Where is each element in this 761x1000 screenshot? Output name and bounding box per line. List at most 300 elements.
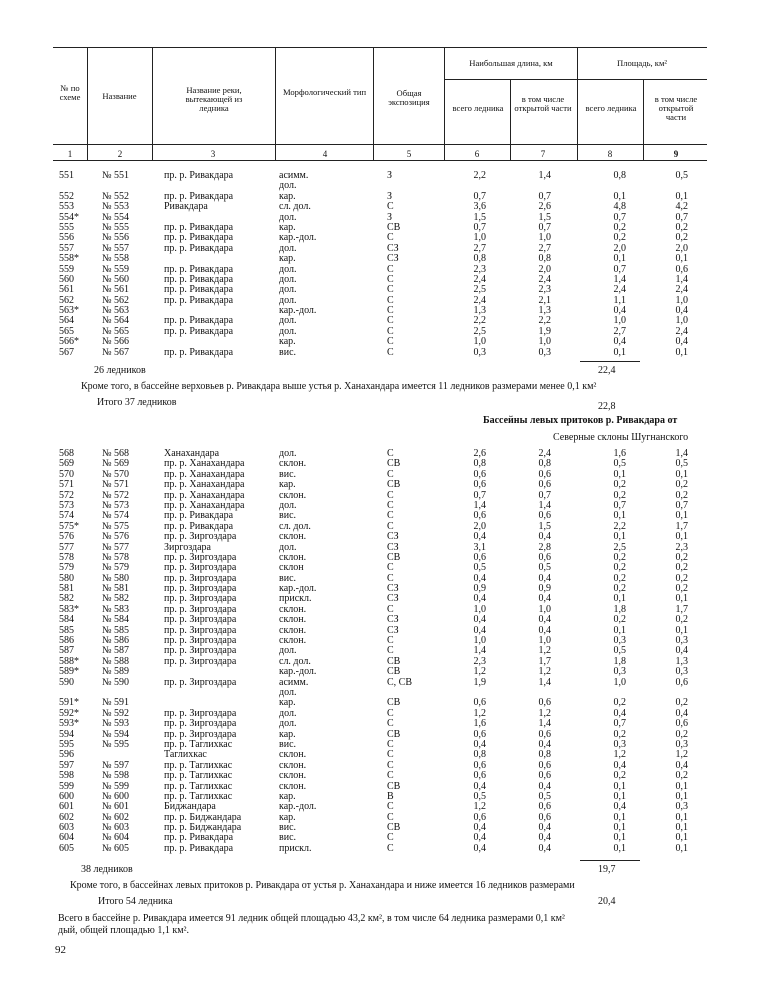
river-name: пр. р. Ривакдара bbox=[164, 832, 234, 844]
glacier-name: № 580 bbox=[102, 572, 130, 584]
exposure: З bbox=[387, 211, 393, 223]
length-open: 2,1 bbox=[538, 294, 551, 306]
length-total: 0,7 bbox=[473, 221, 486, 233]
exposure: С bbox=[387, 325, 394, 337]
glacier-number: 576 bbox=[59, 531, 74, 543]
morph-type: кар. bbox=[279, 728, 296, 740]
area-total: 2,7 bbox=[613, 325, 626, 337]
section2-total-area: 20,4 bbox=[598, 896, 616, 907]
column-number: 9 bbox=[673, 149, 679, 159]
river-name: пр. р. Биджандара bbox=[164, 822, 242, 834]
area-total: 0,2 bbox=[613, 489, 626, 501]
area-total: 0,4 bbox=[613, 305, 626, 317]
area-total: 0,4 bbox=[613, 801, 626, 813]
glacier-number: 605 bbox=[59, 842, 74, 854]
morph-type: кар. bbox=[279, 221, 296, 233]
glacier-number: 588* bbox=[59, 655, 79, 667]
morph-type: склон. bbox=[279, 749, 307, 761]
length-open: 1,0 bbox=[538, 232, 551, 244]
glacier-name: № 605 bbox=[102, 842, 130, 854]
river-name: пр. р. Зиргоздара bbox=[164, 614, 237, 626]
area-total: 0,1 bbox=[613, 780, 626, 792]
area-open: 0,5 bbox=[675, 458, 688, 470]
glacier-name: № 595 bbox=[102, 738, 130, 750]
length-total: 0,4 bbox=[473, 624, 486, 636]
header-col-area-total: всего ледника bbox=[585, 103, 637, 113]
length-open: 0,4 bbox=[538, 593, 551, 605]
morph-type: дол. bbox=[279, 315, 297, 327]
exposure: СЗ bbox=[387, 624, 399, 636]
length-total: 1,2 bbox=[473, 666, 486, 678]
river-name: пр. р. Ривакдара bbox=[164, 242, 234, 254]
area-open: 0,1 bbox=[675, 190, 688, 202]
river-name: Биджандара bbox=[164, 801, 216, 813]
area-total: 1,0 bbox=[613, 315, 626, 327]
length-open: 0,6 bbox=[538, 728, 551, 740]
area-total: 0,1 bbox=[613, 624, 626, 636]
area-open: 0,2 bbox=[675, 489, 688, 501]
header-col-length-total: всего ледника bbox=[452, 103, 504, 113]
area-total: 0,2 bbox=[613, 221, 626, 233]
area-total: 0,2 bbox=[613, 232, 626, 244]
length-open: 0,4 bbox=[538, 624, 551, 636]
table-row bbox=[0, 480, 761, 490]
river-name: пр. р. Ривакдара bbox=[164, 346, 234, 358]
header-col-morph-type: Морфологический тип bbox=[282, 87, 367, 97]
glacier-name: № 604 bbox=[102, 832, 130, 844]
morph-type: асимм. bbox=[279, 676, 309, 688]
glacier-name: № 566 bbox=[102, 336, 130, 348]
length-total: 1,4 bbox=[473, 645, 486, 657]
exposure: СВ bbox=[387, 822, 401, 834]
area-total: 1,8 bbox=[613, 655, 626, 667]
length-open: 0,4 bbox=[538, 738, 551, 750]
glacier-name: № 579 bbox=[102, 562, 130, 574]
col-divider bbox=[373, 47, 374, 160]
morph-type: вис. bbox=[279, 822, 297, 834]
exposure: С bbox=[387, 520, 394, 532]
length-open: 0,9 bbox=[538, 583, 551, 595]
area-open: 1,3 bbox=[675, 655, 688, 667]
morph-type: кар. bbox=[279, 790, 296, 802]
glacier-number: 562 bbox=[59, 294, 74, 306]
glacier-name: № 569 bbox=[102, 458, 130, 470]
exposure: СВ bbox=[387, 655, 401, 667]
river-name: пр. р. Ривакдара bbox=[164, 221, 234, 233]
river-name: пр. р. Ханахандара bbox=[164, 479, 245, 491]
glacier-name: № 562 bbox=[102, 294, 130, 306]
column-number: 2 bbox=[117, 149, 123, 159]
glacier-name: № 586 bbox=[102, 635, 130, 647]
area-open: 4,2 bbox=[675, 201, 688, 213]
glacier-number: 551 bbox=[59, 170, 74, 181]
river-name: пр. р. Зиргоздара bbox=[164, 572, 237, 584]
length-open: 1,0 bbox=[538, 603, 551, 615]
morph-type: вис. bbox=[279, 346, 297, 358]
river-name: пр. р. Зиргоздара bbox=[164, 624, 237, 636]
col-divider bbox=[87, 47, 88, 160]
length-open: 1,4 bbox=[538, 718, 551, 730]
glacier-name: № 559 bbox=[102, 263, 130, 275]
glacier-number: 592* bbox=[59, 707, 79, 719]
river-name: пр. р. Зиргоздара bbox=[164, 593, 237, 605]
length-total: 2,5 bbox=[473, 284, 486, 296]
length-open: 1,9 bbox=[538, 325, 551, 337]
glacier-number: 599 bbox=[59, 780, 74, 792]
table-row bbox=[0, 771, 761, 781]
glacier-name: № 564 bbox=[102, 315, 130, 327]
area-total: 0,1 bbox=[613, 822, 626, 834]
glacier-number: 604 bbox=[59, 832, 74, 844]
exposure: С bbox=[387, 811, 394, 823]
length-open: 1,0 bbox=[538, 336, 551, 348]
length-open: 0,4 bbox=[538, 572, 551, 584]
length-total: 2,0 bbox=[473, 520, 486, 532]
morph-type: вис. bbox=[279, 738, 297, 750]
length-total: 1,0 bbox=[473, 336, 486, 348]
morph-type: асимм. bbox=[279, 170, 309, 181]
table-row bbox=[0, 348, 761, 358]
glacier-number: 577 bbox=[59, 541, 74, 553]
length-open: 0,4 bbox=[538, 832, 551, 844]
glacier-number: 563* bbox=[59, 305, 79, 317]
exposure: С bbox=[387, 284, 394, 296]
glacier-number: 583* bbox=[59, 603, 79, 615]
length-total: 0,6 bbox=[473, 770, 486, 782]
glacier-number: 557 bbox=[59, 242, 74, 254]
area-open: 1,7 bbox=[675, 520, 688, 532]
morph-type: склон. bbox=[279, 635, 307, 647]
exposure: С bbox=[387, 635, 394, 647]
section1-table-body bbox=[0, 171, 761, 358]
river-name: пр. р. Ривакдара bbox=[164, 325, 234, 337]
glacier-name: № 554 bbox=[102, 211, 130, 223]
area-open: 0,3 bbox=[675, 635, 688, 647]
area-total: 0,7 bbox=[613, 718, 626, 730]
river-name: пр. р. Ханахандара bbox=[164, 489, 245, 501]
area-total: 0,1 bbox=[613, 468, 626, 480]
area-open: 2,4 bbox=[675, 284, 688, 296]
morph-type: склон. bbox=[279, 551, 307, 563]
river-name: пр. р. Ривакдара bbox=[164, 190, 234, 202]
section1-note: Кроме того, в бассейне верховьев р. Ривакдара выше устья р. Ханахандара имеется 11 ледников размерами менее 0,1 км² bbox=[81, 381, 597, 392]
area-open: 0,4 bbox=[675, 707, 688, 719]
river-name: пр. р. Ривакдара bbox=[164, 232, 234, 244]
length-open: 2,2 bbox=[538, 315, 551, 327]
glacier-number: 574 bbox=[59, 510, 74, 522]
glacier-name: № 588 bbox=[102, 655, 130, 667]
table-row bbox=[0, 202, 761, 212]
length-open: 0,6 bbox=[538, 770, 551, 782]
exposure: С bbox=[387, 499, 394, 511]
glacier-name: № 568 bbox=[102, 448, 130, 459]
glacier-name: № 576 bbox=[102, 531, 130, 543]
morph-type: дол. bbox=[279, 284, 297, 296]
glacier-number: 571 bbox=[59, 479, 74, 491]
length-total: 0,8 bbox=[473, 253, 486, 265]
glacier-number: 559 bbox=[59, 263, 74, 275]
table-row bbox=[0, 254, 761, 264]
exposure: С bbox=[387, 707, 394, 719]
area-total: 0,4 bbox=[613, 707, 626, 719]
morph-type: дол. bbox=[279, 499, 297, 511]
area-total: 0,2 bbox=[613, 728, 626, 740]
morph-type: дол. bbox=[279, 273, 297, 285]
glacier-number: 560 bbox=[59, 273, 74, 285]
morph-type: вис. bbox=[279, 510, 297, 522]
section1-sum-rule bbox=[580, 361, 640, 362]
glacier-name: № 592 bbox=[102, 707, 130, 719]
section1-total-area: 22,8 bbox=[598, 401, 616, 412]
area-total: 0,2 bbox=[613, 551, 626, 563]
morph-type: дол. bbox=[279, 325, 297, 337]
length-open: 0,5 bbox=[538, 790, 551, 802]
column-number: 4 bbox=[322, 149, 328, 159]
length-total: 0,3 bbox=[473, 346, 486, 358]
river-name: пр. р. Ривакдара bbox=[164, 842, 234, 854]
length-total: 3,6 bbox=[473, 201, 486, 213]
length-open: 1,4 bbox=[538, 676, 551, 688]
length-open: 2,4 bbox=[538, 273, 551, 285]
exposure: СЗ bbox=[387, 614, 399, 626]
length-total: 2,6 bbox=[473, 448, 486, 459]
col-divider bbox=[577, 47, 578, 160]
river-name: пр. р. Таглихкас bbox=[164, 780, 233, 792]
area-total: 0,5 bbox=[613, 645, 626, 657]
table-row bbox=[0, 678, 761, 688]
footer-summary-line2: дый, общей площадью 1,1 км². bbox=[58, 925, 190, 936]
col-divider bbox=[152, 47, 153, 160]
exposure: С bbox=[387, 749, 394, 761]
area-open: 0,1 bbox=[675, 593, 688, 605]
area-total: 0,1 bbox=[613, 593, 626, 605]
area-total: 0,2 bbox=[613, 562, 626, 574]
glacier-name: № 600 bbox=[102, 790, 130, 802]
length-total: 0,4 bbox=[473, 832, 486, 844]
length-open: 0,4 bbox=[538, 822, 551, 834]
glacier-name: № 587 bbox=[102, 645, 130, 657]
glacier-number: 555 bbox=[59, 221, 74, 233]
area-open: 2,4 bbox=[675, 325, 688, 337]
area-open: 1,7 bbox=[675, 603, 688, 615]
morph-type: дол. bbox=[279, 541, 297, 553]
glacier-name: № 578 bbox=[102, 551, 130, 563]
area-open: 0,4 bbox=[675, 336, 688, 348]
length-total: 1,3 bbox=[473, 305, 486, 317]
area-open: 0,1 bbox=[675, 253, 688, 265]
area-open: 0,2 bbox=[675, 221, 688, 233]
exposure: С bbox=[387, 273, 394, 285]
exposure: СВ bbox=[387, 666, 401, 678]
river-name: пр. р. Ханахандара bbox=[164, 458, 245, 470]
area-open: 0,2 bbox=[675, 479, 688, 491]
river-name: пр. р. Ривакдара bbox=[164, 170, 234, 181]
glacier-number: 567 bbox=[59, 346, 74, 358]
exposure: З bbox=[387, 190, 393, 202]
river-name: пр. р. Ривакдара bbox=[164, 315, 234, 327]
morph-type: склон. bbox=[279, 614, 307, 626]
exposure: С bbox=[387, 759, 394, 771]
area-open: 0,1 bbox=[675, 531, 688, 543]
morph-type: склон. bbox=[279, 603, 307, 615]
column-number: 6 bbox=[474, 149, 480, 159]
glacier-number: 561 bbox=[59, 284, 74, 296]
length-total: 1,9 bbox=[473, 676, 486, 688]
river-name: пр. р. Ханахандара bbox=[164, 499, 245, 511]
area-open: 0,1 bbox=[675, 811, 688, 823]
length-open: 1,2 bbox=[538, 707, 551, 719]
glacier-name: № 594 bbox=[102, 728, 130, 740]
length-total: 1,2 bbox=[473, 801, 486, 813]
glacier-name: № 582 bbox=[102, 593, 130, 605]
glacier-number: 600 bbox=[59, 790, 74, 802]
length-total: 0,8 bbox=[473, 458, 486, 470]
area-open: 0,2 bbox=[675, 232, 688, 244]
morph-type: склон. bbox=[279, 759, 307, 771]
glacier-number: 595 bbox=[59, 738, 74, 750]
area-open: 0,7 bbox=[675, 499, 688, 511]
length-total: 0,5 bbox=[473, 562, 486, 574]
exposure: С bbox=[387, 801, 394, 813]
header-col-name: Название bbox=[102, 91, 137, 101]
morph-type: кар.-дол. bbox=[279, 666, 317, 678]
glacier-name: № 603 bbox=[102, 822, 130, 834]
morph-type: сл. дол. bbox=[279, 655, 311, 667]
length-total: 0,6 bbox=[473, 759, 486, 771]
table-row bbox=[0, 844, 761, 854]
section2-total-label: Итого 54 ледника bbox=[98, 896, 173, 907]
section2-subtitle: Северные склоны Шугнанского bbox=[553, 432, 689, 443]
morph-type: дол. bbox=[279, 645, 297, 657]
glacier-number: 586 bbox=[59, 635, 74, 647]
col-divider bbox=[510, 79, 511, 160]
morph-type: кар. bbox=[279, 253, 296, 265]
glacier-name: № 557 bbox=[102, 242, 130, 254]
morph-type: сл. дол. bbox=[279, 201, 311, 213]
length-total: 0,6 bbox=[473, 468, 486, 480]
area-open: 0,2 bbox=[675, 614, 688, 626]
section2-note: Кроме того, в бассейнах левых притоков р. Ривакдара от устья р. Ханахандара и ниже имеется 16 ледников размерами bbox=[70, 880, 575, 891]
morph-type: дол. bbox=[279, 180, 297, 192]
morph-type: кар. bbox=[279, 697, 296, 709]
river-name: пр. р. Зиргоздара bbox=[164, 718, 237, 730]
length-total: 1,0 bbox=[473, 635, 486, 647]
morph-type: вис. bbox=[279, 572, 297, 584]
exposure: С bbox=[387, 718, 394, 730]
length-open: 1,3 bbox=[538, 305, 551, 317]
glacier-name: № 561 bbox=[102, 284, 130, 296]
area-total: 1,2 bbox=[613, 749, 626, 761]
area-open: 1,2 bbox=[675, 749, 688, 761]
exposure: С bbox=[387, 572, 394, 584]
river-name: пр. р. Зиргоздара bbox=[164, 635, 237, 647]
river-name: Ривакдара bbox=[164, 201, 208, 213]
glacier-name: № 556 bbox=[102, 232, 130, 244]
area-open: 0,7 bbox=[675, 211, 688, 223]
length-open: 0,6 bbox=[538, 697, 551, 709]
length-total: 2,3 bbox=[473, 655, 486, 667]
morph-type: прискл. bbox=[279, 593, 312, 605]
morph-type: склон. bbox=[279, 624, 307, 636]
page-number: 92 bbox=[55, 944, 66, 956]
area-total: 0,1 bbox=[613, 346, 626, 358]
glacier-name: № 583 bbox=[102, 603, 130, 615]
length-open: 0,6 bbox=[538, 551, 551, 563]
length-open: 2,7 bbox=[538, 242, 551, 254]
area-total: 0,2 bbox=[613, 583, 626, 595]
glacier-number: 579 bbox=[59, 562, 74, 574]
exposure: С bbox=[387, 336, 394, 348]
length-open: 0,7 bbox=[538, 190, 551, 202]
river-name: пр. р. Зиргоздара bbox=[164, 583, 237, 595]
length-total: 1,5 bbox=[473, 211, 486, 223]
glacier-number: 568 bbox=[59, 448, 74, 459]
area-total: 2,0 bbox=[613, 242, 626, 254]
length-open: 0,6 bbox=[538, 801, 551, 813]
length-total: 0,6 bbox=[473, 510, 486, 522]
exposure: С bbox=[387, 489, 394, 501]
section2-title: Бассейны левых притоков р. Ривакдара от bbox=[483, 415, 678, 426]
area-open: 0,2 bbox=[675, 551, 688, 563]
area-total: 0,7 bbox=[613, 499, 626, 511]
exposure: С bbox=[387, 305, 394, 317]
length-total: 0,4 bbox=[473, 614, 486, 626]
length-open: 0,4 bbox=[538, 531, 551, 543]
area-total: 1,0 bbox=[613, 676, 626, 688]
glacier-name: № 577 bbox=[102, 541, 130, 553]
exposure: СВ bbox=[387, 697, 401, 709]
length-open: 0,7 bbox=[538, 489, 551, 501]
glacier-number: 575* bbox=[59, 520, 79, 532]
length-total: 0,9 bbox=[473, 583, 486, 595]
length-open: 0,4 bbox=[538, 614, 551, 626]
morph-type: дол. bbox=[279, 718, 297, 730]
glacier-number: 554* bbox=[59, 211, 79, 223]
exposure: В bbox=[387, 790, 394, 802]
header-bottom-rule bbox=[53, 160, 707, 161]
area-total: 0,5 bbox=[613, 458, 626, 470]
glacier-number: 578 bbox=[59, 551, 74, 563]
area-open: 0,1 bbox=[675, 842, 688, 854]
length-open: 1,4 bbox=[538, 499, 551, 511]
header-col-area-open: в том числе открытой части bbox=[654, 94, 698, 123]
table-row bbox=[0, 532, 761, 542]
glacier-name: № 574 bbox=[102, 510, 130, 522]
morph-type: склон. bbox=[279, 489, 307, 501]
glacier-name: № 553 bbox=[102, 201, 130, 213]
exposure: СВ bbox=[387, 728, 401, 740]
length-total: 0,6 bbox=[473, 551, 486, 563]
glacier-name: № 598 bbox=[102, 770, 130, 782]
glacier-number: 572 bbox=[59, 489, 74, 501]
area-open: 0,2 bbox=[675, 728, 688, 740]
river-name: пр. р. Биджандара bbox=[164, 811, 242, 823]
length-open: 0,5 bbox=[538, 562, 551, 574]
glacier-name: № 565 bbox=[102, 325, 130, 337]
area-open: 1,0 bbox=[675, 315, 688, 327]
glacier-number: 593* bbox=[59, 718, 79, 730]
length-open: 0,8 bbox=[538, 749, 551, 761]
area-total: 0,7 bbox=[613, 211, 626, 223]
glacier-number: 582 bbox=[59, 593, 74, 605]
section1-count-area: 22,4 bbox=[598, 365, 616, 376]
glacier-number: 585 bbox=[59, 624, 74, 636]
area-total: 0,1 bbox=[613, 253, 626, 265]
length-total: 1,0 bbox=[473, 603, 486, 615]
river-name: пр. р. Таглихкас bbox=[164, 738, 233, 750]
area-open: 0,1 bbox=[675, 510, 688, 522]
area-total: 0,2 bbox=[613, 697, 626, 709]
